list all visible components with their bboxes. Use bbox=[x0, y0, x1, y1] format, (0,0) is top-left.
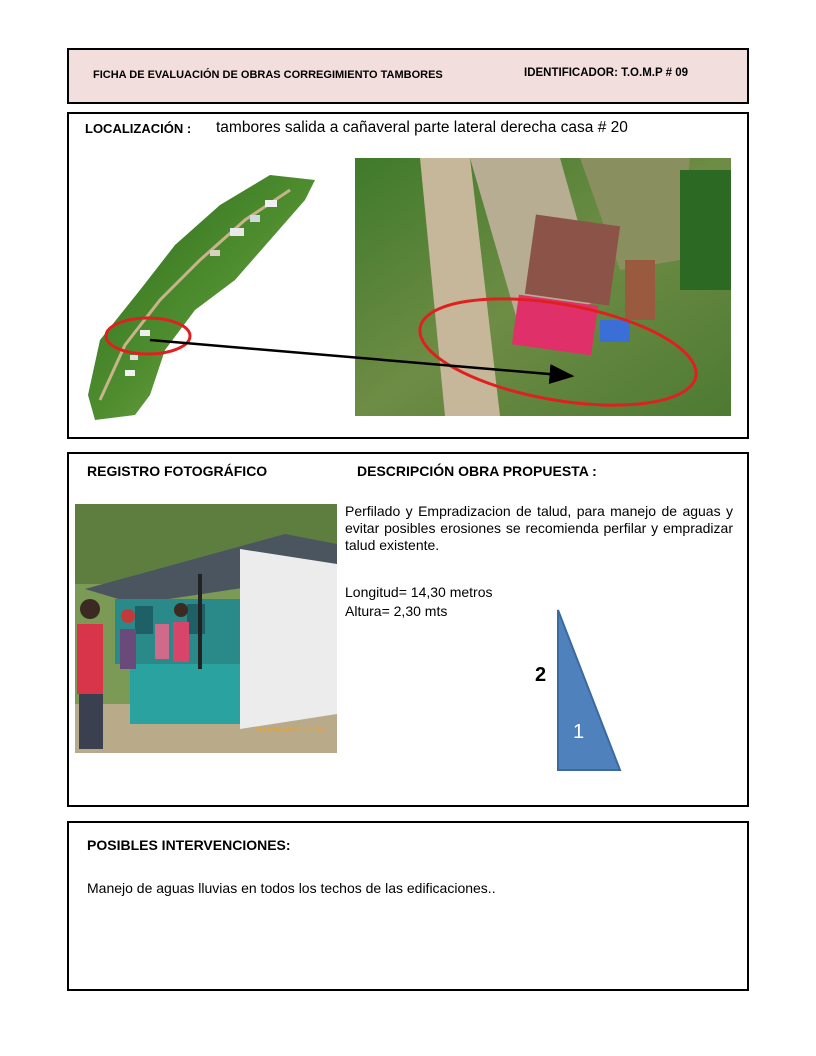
interventions-text: Manejo de aguas lluvias en todos los techos de las edificaciones.. bbox=[87, 880, 496, 896]
measurements bbox=[345, 583, 493, 621]
form-title: FICHA DE EVALUACIÓN DE OBRAS CORREGIMIENTO TAMBORES bbox=[93, 69, 443, 81]
slope-triangle bbox=[558, 610, 620, 770]
length-measurement: Longitud= 14,30 metros bbox=[345, 584, 493, 600]
height-measurement: Altura= 2,30 mts bbox=[345, 603, 448, 619]
slope-horizontal-label: 1 bbox=[573, 721, 585, 743]
location-label: LOCALIZACIÓN : bbox=[85, 121, 192, 136]
form-identifier: IDENTIFICADOR: T.O.M.P # 09 bbox=[524, 67, 689, 79]
photo-section-title: REGISTRO FOTOGRÁFICO bbox=[87, 463, 268, 479]
slope-vertical-label: 2 bbox=[535, 664, 547, 686]
site-photo bbox=[75, 504, 337, 753]
interventions-title: POSIBLES INTERVENCIONES: bbox=[87, 837, 291, 853]
overview-aerial-map bbox=[88, 175, 315, 420]
location-aerial-images bbox=[0, 0, 816, 440]
description-title: DESCRIPCIÓN OBRA PROPUESTA : bbox=[357, 463, 597, 479]
location-value: tambores salida a cañaveral parte lateral derecha casa # 20 bbox=[216, 119, 628, 136]
description-text: Perfilado y Empradizacion de talud, para manejo de aguas y evitar posibles erosiones se recomienda perfilar y empradizar talud existente. bbox=[345, 503, 733, 553]
photo-timestamp: PM 5:04 ABR/17/2014 bbox=[255, 727, 325, 734]
slope-triangle-diagram bbox=[556, 608, 626, 774]
zoomed-aerial-photo bbox=[355, 158, 731, 416]
interventions-box bbox=[67, 821, 749, 991]
